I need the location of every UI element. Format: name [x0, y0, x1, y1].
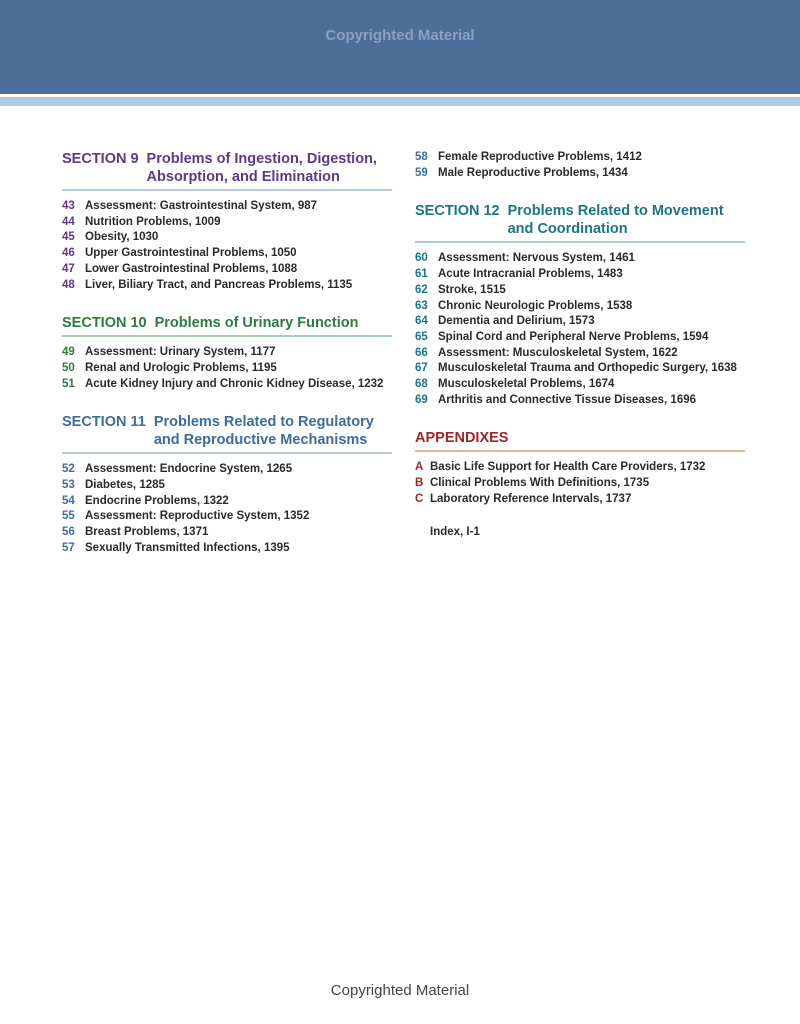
section-title: Problems of Urinary Function	[154, 315, 359, 332]
appendix-title: Basic Life Support for Health Care Providers, 1732	[430, 461, 706, 474]
chapter-title: Musculoskeletal Problems, 1674	[438, 378, 615, 391]
chapter-title: Female Reproductive Problems, 1412	[438, 151, 642, 163]
footer-watermark: Copyrighted Material	[330, 982, 470, 999]
appendix-entry[interactable]	[415, 460, 745, 476]
chapter-title: Spinal Cord and Peripheral Nerve Problems, 1594	[438, 330, 709, 343]
appendixes-title: APPENDIXES	[415, 430, 509, 447]
chapter-entry[interactable]	[415, 393, 745, 409]
appendix-entry[interactable]	[415, 492, 745, 508]
header-band	[0, 0, 800, 94]
toc-right-column	[415, 150, 745, 559]
chapter-entry[interactable]	[415, 267, 745, 283]
toc-left-column	[62, 150, 392, 578]
chapter-number: 64	[415, 315, 428, 328]
chapter-list	[62, 345, 392, 392]
chapter-number: 47	[62, 262, 75, 275]
chapter-title: Liver, Biliary Tract, and Pancreas Problems, 1135	[85, 278, 353, 291]
section-11-continued	[415, 150, 745, 181]
chapter-number: 61	[415, 268, 428, 281]
chapter-title: Renal and Urologic Problems, 1195	[85, 361, 277, 374]
chapter-number: 63	[415, 299, 428, 312]
chapter-list	[415, 251, 745, 408]
chapter-entry[interactable]	[415, 346, 745, 362]
chapter-entry[interactable]	[62, 478, 392, 494]
chapter-number: 58	[415, 151, 428, 163]
chapter-title: Assessment: Gastrointestinal System, 987	[85, 200, 318, 212]
chapter-title: Male Reproductive Problems, 1434	[438, 166, 628, 179]
chapter-entry[interactable]	[415, 166, 745, 182]
chapter-entry[interactable]	[62, 246, 392, 262]
chapter-title: Lower Gastrointestinal Problems, 1088	[85, 262, 298, 275]
chapter-title: Assessment: Nervous System, 1461	[438, 252, 635, 265]
chapter-entry[interactable]	[415, 314, 745, 330]
chapter-number: 49	[62, 346, 75, 359]
chapter-title: Assessment: Urinary System, 1177	[85, 346, 276, 359]
chapter-title: Upper Gastrointestinal Problems, 1050	[85, 247, 297, 260]
chapter-title: Obesity, 1030	[85, 231, 159, 244]
chapter-number: 65	[415, 330, 428, 343]
chapter-entry[interactable]	[62, 215, 392, 231]
chapter-entry[interactable]	[62, 278, 392, 294]
chapter-list	[62, 462, 392, 556]
section-title: Problems Related to Regulatory and Reproductive Mechanisms	[153, 414, 374, 449]
chapter-number: 57	[62, 541, 75, 554]
chapter-entry[interactable]	[62, 541, 392, 557]
chapter-number: 55	[62, 510, 75, 523]
section-heading	[62, 150, 392, 191]
appendixes	[415, 429, 745, 537]
chapter-title: Endocrine Problems, 1322	[85, 494, 229, 507]
chapter-entry[interactable]	[415, 150, 745, 166]
chapter-number: 60	[415, 252, 428, 265]
section-label: SECTION 12	[415, 203, 500, 220]
chapter-entry[interactable]	[415, 299, 745, 315]
appendixes-heading	[415, 429, 745, 452]
chapter-list	[415, 150, 745, 181]
chapter-title: Acute Intracranial Problems, 1483	[438, 268, 623, 281]
appendix-entry[interactable]	[415, 476, 745, 492]
chapter-title: Nutrition Problems, 1009	[85, 215, 221, 228]
section-title: Problems of Ingestion, Digestion, Absorption, and Elimination	[146, 151, 377, 185]
chapter-number: 59	[415, 166, 428, 179]
chapter-title: Sexually Transmitted Infections, 1395	[85, 541, 290, 554]
chapter-number: 69	[415, 393, 428, 406]
chapter-number: 52	[62, 463, 75, 476]
chapter-number: 56	[62, 526, 75, 539]
appendix-title: Laboratory Reference Intervals, 1737	[430, 492, 632, 505]
chapter-entry[interactable]	[415, 361, 745, 377]
chapter-entry[interactable]	[62, 525, 392, 541]
section-heading	[62, 413, 392, 454]
header-watermark: Copyrighted Material	[325, 27, 475, 44]
chapter-title: Diabetes, 1285	[85, 479, 165, 492]
section-title: Problems Related to Movement and Coordination	[507, 203, 724, 238]
chapter-title: Assessment: Reproductive System, 1352	[85, 510, 310, 523]
appendix-list	[415, 460, 745, 507]
section-12	[415, 202, 745, 408]
appendix-letter: C	[415, 492, 424, 505]
chapter-entry[interactable]	[415, 330, 745, 346]
section-label: SECTION 9	[62, 151, 139, 167]
chapter-entry[interactable]	[62, 345, 392, 361]
section-heading	[415, 202, 745, 243]
section-9	[62, 150, 392, 293]
chapter-title: Assessment: Musculoskeletal System, 1622	[438, 346, 678, 359]
chapter-title: Acute Kidney Injury and Chronic Kidney Disease, 1232	[85, 377, 384, 390]
chapter-number: 68	[415, 378, 428, 391]
section-11	[62, 413, 392, 556]
appendix-title: Clinical Problems With Definitions, 1735	[430, 477, 650, 490]
chapter-title: Stroke, 1515	[438, 283, 506, 296]
chapter-entry[interactable]	[415, 377, 745, 393]
chapter-entry[interactable]	[62, 377, 392, 393]
chapter-number: 48	[62, 278, 75, 291]
chapter-entry[interactable]	[62, 361, 392, 377]
chapter-entry[interactable]	[415, 251, 745, 267]
chapter-number: 46	[62, 247, 75, 260]
chapter-entry[interactable]	[62, 509, 392, 525]
chapter-number: 45	[62, 231, 75, 244]
chapter-number: 44	[62, 215, 75, 228]
chapter-number: 51	[62, 377, 75, 390]
chapter-entry[interactable]	[415, 283, 745, 299]
appendix-letter: B	[415, 477, 424, 490]
section-heading	[62, 314, 392, 337]
chapter-number: 50	[62, 361, 75, 374]
header-stripe-light	[0, 97, 800, 106]
chapter-title: Chronic Neurologic Problems, 1538	[438, 299, 633, 312]
section-10	[62, 314, 392, 392]
chapter-title: Assessment: Endocrine System, 1265	[85, 463, 293, 476]
section-label: SECTION 11	[62, 414, 146, 431]
chapter-number: 67	[415, 362, 428, 375]
chapter-title: Arthritis and Connective Tissue Diseases, 1696	[438, 393, 697, 406]
chapter-entry[interactable]	[62, 462, 392, 478]
chapter-list	[62, 199, 392, 293]
chapter-title: Dementia and Delirium, 1573	[438, 315, 595, 328]
chapter-number: 43	[62, 200, 75, 212]
appendix-letter: A	[415, 461, 424, 474]
chapter-title: Musculoskeletal Trauma and Orthopedic Surgery, 1638	[438, 362, 737, 375]
chapter-number: 62	[415, 283, 428, 296]
chapter-title: Breast Problems, 1371	[85, 526, 209, 539]
index-entry[interactable]: Index, I-1	[430, 525, 480, 538]
chapter-number: 66	[415, 346, 428, 359]
section-label: SECTION 10	[62, 315, 147, 332]
chapter-number: 53	[62, 479, 75, 492]
chapter-entry[interactable]	[62, 199, 392, 215]
chapter-entry[interactable]	[62, 262, 392, 278]
chapter-entry[interactable]	[62, 494, 392, 510]
chapter-number: 54	[62, 494, 75, 507]
chapter-entry[interactable]	[62, 230, 392, 246]
